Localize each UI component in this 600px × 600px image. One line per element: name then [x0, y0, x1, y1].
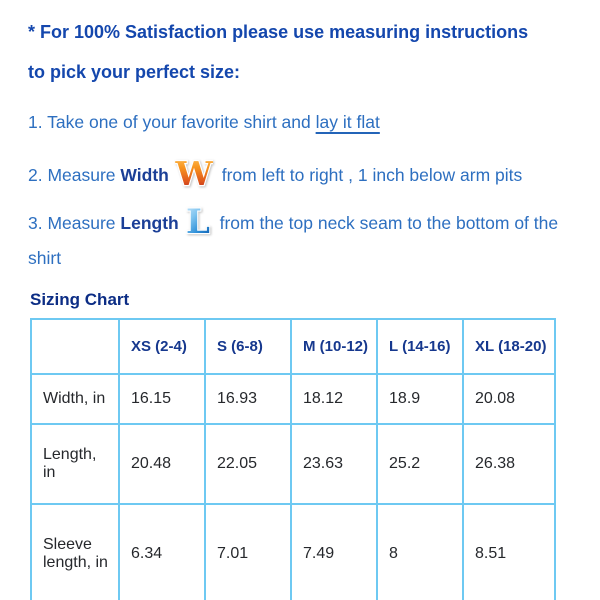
- width-xl-value: 20.08: [463, 374, 555, 424]
- step2-keyword-width: Width: [120, 165, 169, 185]
- instruction-step-1: [28, 106, 573, 138]
- length-xl-value: 26.38: [463, 424, 555, 504]
- header-cell-l: L (14-16): [377, 319, 463, 374]
- instruction-step-3: [28, 198, 573, 274]
- header-cell-s: S (6-8): [205, 319, 291, 374]
- length-l-value: 25.2: [377, 424, 463, 504]
- l-glyph: L: [185, 202, 210, 242]
- width-l-value: 18.9: [377, 374, 463, 424]
- w-glyph: W: [175, 154, 213, 193]
- row-label-width: Width, in: [31, 374, 119, 424]
- sleeve-xl-value: 8.51: [463, 504, 555, 600]
- length-l-icon: [185, 198, 211, 242]
- width-xs-value: 16.15: [119, 374, 205, 424]
- length-s-value: 22.05: [205, 424, 291, 504]
- table-row-length: [31, 424, 555, 504]
- sizing-chart-table: [30, 318, 556, 600]
- header-cell-m: M (10-12): [291, 319, 377, 374]
- row-label-length: Length, in: [31, 424, 119, 504]
- step3-suffix: from the top neck seam to the bottom of the shirt: [28, 213, 559, 268]
- sleeve-m-value: 7.49: [291, 504, 377, 600]
- sleeve-xs-value: 6.34: [119, 504, 205, 600]
- sleeve-l-value: 8: [377, 504, 463, 600]
- sizing-chart-title: Sizing Chart: [30, 290, 130, 309]
- satisfaction-note-line2: to pick your perfect size:: [28, 62, 241, 82]
- width-s-value: 16.93: [205, 374, 291, 424]
- step3-keyword-length: Length: [120, 213, 179, 233]
- header-cell-xl: XL (18-20): [463, 319, 555, 374]
- step1-text: 1. Take one of your favorite shirt and: [28, 112, 316, 132]
- table-row-width: [31, 374, 555, 424]
- step1-lay-it-flat-underlined: lay it flat: [315, 112, 380, 132]
- row-label-sleeve-length: Sleeve length, in: [31, 504, 119, 600]
- step2-suffix: from left to right , 1 inch below arm pits: [216, 165, 523, 185]
- header-cell-xs: XS (2-4): [119, 319, 205, 374]
- table-row-sleeve-length: [31, 504, 555, 600]
- table-header-row: [31, 319, 555, 374]
- header-cell-empty: [31, 319, 119, 374]
- instruction-step-2: [28, 150, 573, 194]
- width-w-icon: [175, 150, 213, 194]
- sleeve-s-value: 7.01: [205, 504, 291, 600]
- length-xs-value: 20.48: [119, 424, 205, 504]
- width-m-value: 18.12: [291, 374, 377, 424]
- step3-prefix: 3. Measure: [28, 213, 121, 233]
- satisfaction-note-line1: * For 100% Satisfaction please use measuring instructions: [28, 22, 529, 42]
- step2-prefix: 2. Measure: [28, 165, 121, 185]
- length-m-value: 23.63: [291, 424, 377, 504]
